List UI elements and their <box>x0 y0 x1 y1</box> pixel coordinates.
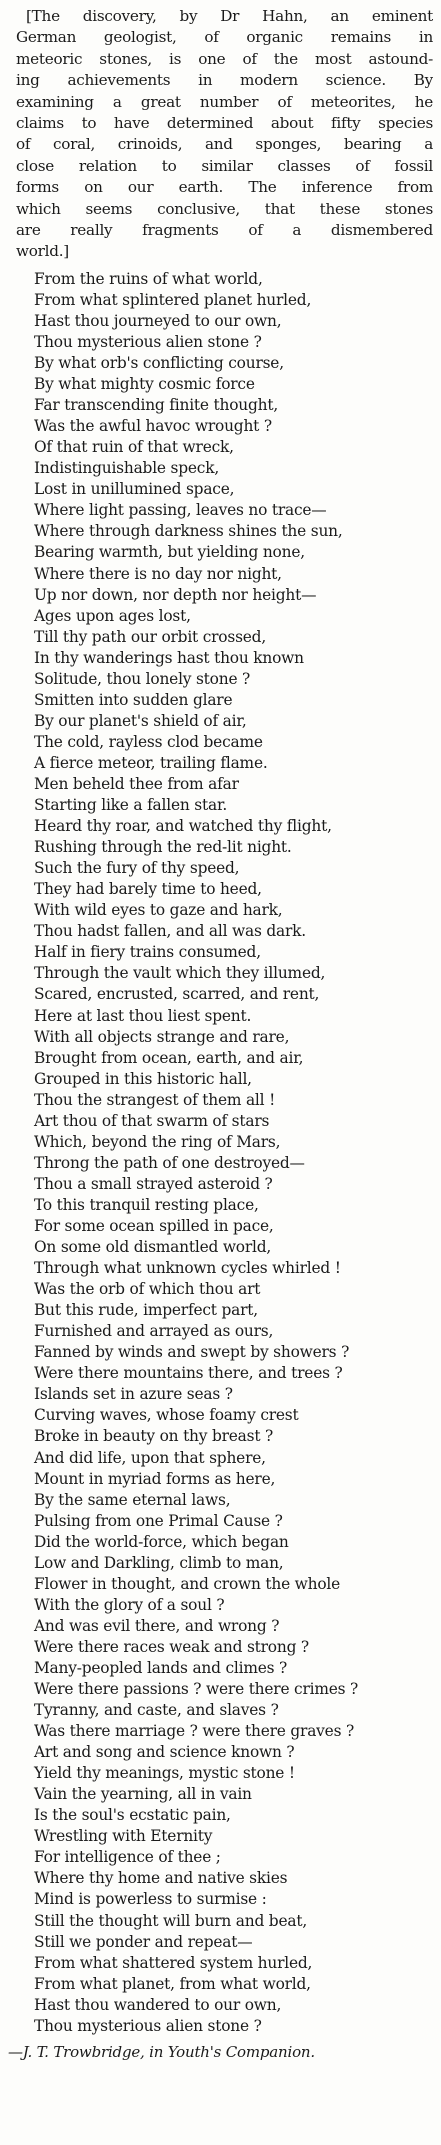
intro-paragraph <box>6 6 433 263</box>
poem-line: By what orb's conflicting course, <box>34 354 284 373</box>
poem-line: Lost in unillumined space, <box>34 480 235 499</box>
poem <box>6 269 433 2037</box>
poem-line: Heard thy roar, and watched thy flight, <box>34 817 332 836</box>
poem-line: Were there races weak and strong ? <box>34 1637 309 1656</box>
poem-line: Furnished and arrayed as ours, <box>34 1322 274 1341</box>
poem-line: Still the thought will burn and beat, <box>34 1911 308 1930</box>
poem-line: From what splintered planet hurled, <box>34 290 312 309</box>
poem-line: Half in fiery trains consumed, <box>34 943 261 962</box>
poem-line: With all objects strange and rare, <box>34 1027 290 1046</box>
poem-line: Many-peopled lands and climes ? <box>34 1658 288 1677</box>
poem-line: Smitten into sudden glare <box>34 690 233 709</box>
poem-line: Such the fury of thy speed, <box>34 859 240 878</box>
intro-line: meteoric stones, is one of the most astound- <box>16 49 433 68</box>
poem-line: And was evil there, and wrong ? <box>34 1616 280 1635</box>
poem-line: Brought from ocean, earth, and air, <box>34 1048 304 1067</box>
poem-line: The cold, rayless clod became <box>34 732 263 751</box>
poem-line: In thy wanderings hast thou known <box>34 648 304 667</box>
poem-line: Still we ponder and repeat— <box>34 1932 253 1951</box>
poem-line: Which, beyond the ring of Mars, <box>34 1132 281 1151</box>
intro-line: ing achievements in modern science. By <box>16 71 433 90</box>
poem-line: Far transcending finite thought, <box>34 396 279 415</box>
poem-line: A fierce meteor, trailing flame. <box>34 753 268 772</box>
poem-line: Where through darkness shines the sun, <box>34 522 343 541</box>
poem-line: Low and Darkling, climb to man, <box>34 1553 284 1572</box>
intro-line: [The discovery, by Dr Hahn, an eminent <box>26 7 433 25</box>
poem-line: For intelligence of thee ; <box>34 1848 221 1867</box>
poem-line: Was the awful havoc wrought ? <box>34 417 272 436</box>
poem-line: Curving waves, whose foamy crest <box>34 1406 299 1425</box>
intro-line: German geologist, of organic remains in <box>16 28 433 47</box>
poem-line: Mount in myriad forms as here, <box>34 1469 276 1488</box>
poem-line: And did life, upon that sphere, <box>34 1448 266 1467</box>
intro-line: claims to have determined about fifty species <box>16 114 433 133</box>
poem-line: They had barely time to heed, <box>34 880 262 899</box>
poem-line: Through the vault which they illumed, <box>34 964 326 983</box>
intro-line: are really fragments of a dismembered <box>16 221 433 240</box>
poem-line: Did the world-force, which began <box>34 1532 289 1551</box>
poem-line: Were there passions ? were there crimes ? <box>34 1680 359 1699</box>
poem-line: Flower in thought, and crown the whole <box>34 1574 341 1593</box>
poem-line: On some old dismantled world, <box>34 1238 272 1257</box>
poem-line: Was the orb of which thou art <box>34 1280 261 1299</box>
poem-line: To this tranquil resting place, <box>34 1195 259 1214</box>
poem-line: By the same eternal laws, <box>34 1490 231 1509</box>
intro-line: which seems conclusive, that these stones <box>16 199 433 218</box>
poem-line: Ages upon ages lost, <box>34 606 191 625</box>
intro-line: of coral, crinoids, and sponges, bearing a <box>16 135 433 154</box>
attribution: —J. T. Trowbridge, in Youth's Companion. <box>8 2042 315 2061</box>
poem-line: Tyranny, and caste, and slaves ? <box>34 1701 279 1720</box>
poem-line: Art and song and science known ? <box>34 1743 295 1762</box>
poem-line: Hast thou wandered to our own, <box>34 1995 282 2014</box>
poem-line: Solitude, thou lonely stone ? <box>34 669 251 688</box>
intro-line: close relation to similar classes of fossil <box>16 156 433 175</box>
poem-line: Throng the path of one destroyed— <box>34 1153 305 1172</box>
poem-line: Is the soul's ecstatic pain, <box>34 1806 231 1825</box>
poem-line: Where light passing, leaves no trace— <box>34 501 327 520</box>
poem-line: Were there mountains there, and trees ? <box>34 1364 343 1383</box>
intro-line: world.] <box>16 242 69 261</box>
poem-line: Broke in beauty on thy breast ? <box>34 1427 274 1446</box>
poem-line: Till thy path our orbit crossed, <box>34 627 267 646</box>
poem-line: Thou the strangest of them all ! <box>34 1090 276 1109</box>
poem-line: Mind is powerless to surmise : <box>34 1890 267 1909</box>
poem-line: From the ruins of what world, <box>34 269 263 288</box>
poem-line: From what shattered system hurled, <box>34 1953 313 1972</box>
poem-line: Where thy home and native skies <box>34 1869 288 1888</box>
poem-line: Islands set in azure seas ? <box>34 1385 233 1404</box>
poem-line: Art thou of that swarm of stars <box>34 1111 270 1130</box>
poem-line: Thou mysterious alien stone ? <box>34 2016 262 2035</box>
poem-line: Men beheld thee from afar <box>34 775 239 793</box>
poem-line: Bearing warmth, but yielding none, <box>34 543 305 562</box>
poem-line: Thou hadst fallen, and all was dark. <box>34 922 306 941</box>
poem-line: Where there is no day nor night, <box>34 564 282 583</box>
poem-line: With wild eyes to gaze and hark, <box>34 901 283 920</box>
poem-line: By what mighty cosmic force <box>34 375 255 394</box>
poem-line: Was there marriage ? were there graves ? <box>34 1722 355 1741</box>
poem-line: Thou a small strayed asteroid ? <box>34 1174 273 1193</box>
poem-line: Rushing through the red-lit night. <box>34 838 292 857</box>
poem-line: Hast thou journeyed to our own, <box>34 311 282 330</box>
poem-line: Up nor down, nor depth nor height— <box>34 585 317 604</box>
poem-line: With the glory of a soul ? <box>34 1595 225 1614</box>
poem-line: From what planet, from what world, <box>34 1974 311 1993</box>
poem-line: Through what unknown cycles whirled ! <box>34 1259 341 1278</box>
poem-line: Scared, encrusted, scarred, and rent, <box>34 985 320 1004</box>
poem-line: But this rude, imperfect part, <box>34 1301 258 1320</box>
poem-line: Yield thy meanings, mystic stone ! <box>34 1764 295 1783</box>
intro-line: forms on our earth. The inference from <box>16 178 433 197</box>
poem-line: For some ocean spilled in pace, <box>34 1216 274 1235</box>
poem-line: Fanned by winds and swept by showers ? <box>34 1343 350 1362</box>
poem-line: Thou mysterious alien stone ? <box>34 333 262 352</box>
poem-line: Of that ruin of that wreck, <box>34 438 234 457</box>
intro-line: examining a great number of meteorites, he <box>16 92 433 111</box>
poem-line: Grouped in this historic hall, <box>34 1069 252 1088</box>
poem-line: Starting like a fallen star. <box>34 796 228 815</box>
poem-line: Here at last thou liest spent. <box>34 1006 252 1025</box>
poem-line: Wrestling with Eternity <box>34 1827 213 1846</box>
poem-line: By our planet's shield of air, <box>34 711 247 730</box>
poem-line: Vain the yearning, all in vain <box>34 1785 252 1804</box>
poem-line: Pulsing from one Primal Cause ? <box>34 1511 283 1530</box>
poem-line: Indistinguishable speck, <box>34 459 220 478</box>
